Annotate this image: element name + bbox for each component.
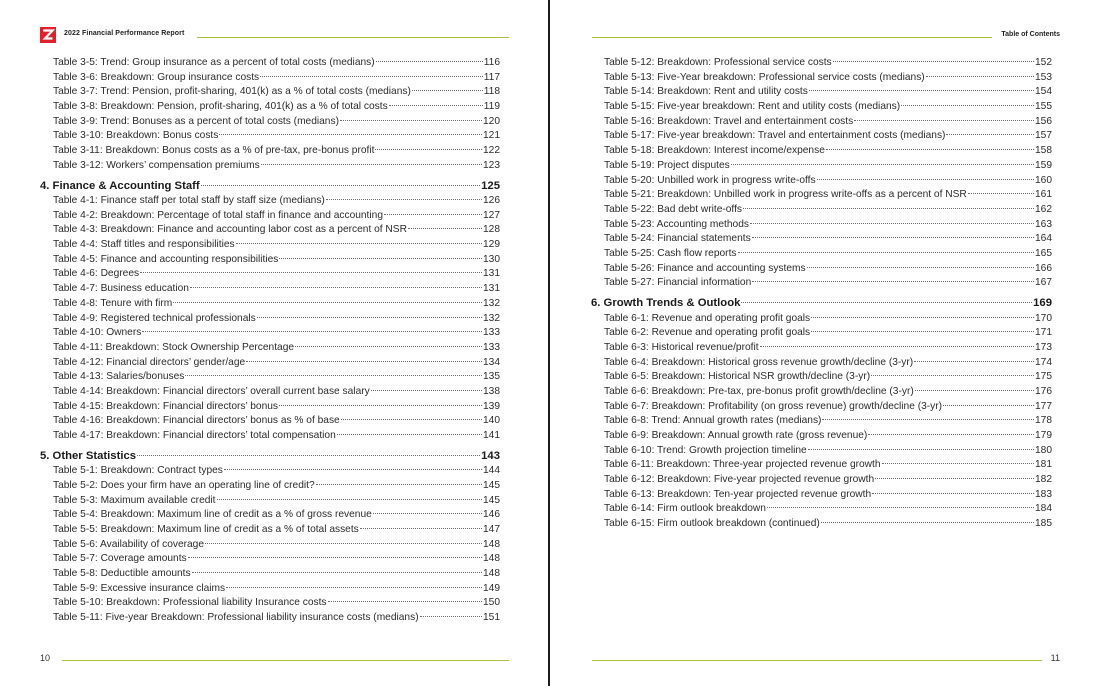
dot-leader [190,287,482,288]
footer-rule [62,660,509,661]
toc-entry[interactable] [40,194,500,209]
toc-entry-title: Table 5-5: Breakdown: Maximum line of credit as a % of total assets [53,523,359,535]
toc-entry-page: 132 [483,297,500,309]
toc-entry-title: Table 5-1: Breakdown: Contract types [53,465,223,477]
toc-entry-page: 146 [483,509,500,521]
toc-entry-page: 145 [483,494,500,506]
toc-entry-title: Table 5-16: Breakdown: Travel and entertainment costs [604,115,854,127]
dot-leader [821,522,1034,523]
toc-entry-title: Table 6-7: Breakdown: Profitability (on gross revenue) growth/decline (3-yr) [604,400,943,412]
toc-entry[interactable] [40,282,500,297]
toc-entry[interactable] [591,71,1052,86]
toc-entry-title: Table 5-23: Accounting methods [604,218,749,230]
toc-entry-page: 134 [483,356,500,368]
dot-leader [750,223,1034,224]
dot-leader [226,587,482,588]
toc-entry-title: Table 5-3: Maximum available credit [53,494,216,506]
toc-entry-title: Table 4-12: Financial directors’ gender/age [53,356,246,368]
toc-entry-page: 121 [483,130,500,142]
toc-entry[interactable] [40,312,500,327]
toc-entry-page: 118 [483,86,500,98]
toc-entry-page: 116 [483,57,500,68]
toc-entry-page: 176 [1035,385,1052,397]
toc-entry-title: Table 4-9: Registered technical professionals [53,312,256,324]
toc-entry-page: 185 [1035,518,1052,530]
toc-entry-page: 127 [483,209,500,221]
dot-leader [946,134,1034,135]
dot-leader [316,484,482,485]
dot-leader [373,513,482,514]
toc-entry-page: 178 [1035,415,1052,427]
toc-entry[interactable] [591,174,1052,189]
toc-entry[interactable] [591,458,1052,473]
dot-leader [875,478,1034,479]
dot-leader [360,528,482,529]
toc-entry-title: Table 5-20: Unbilled work in progress write-offs [604,174,816,186]
toc-entry-page: 171 [1035,327,1052,339]
toc-entry-title: Table 4-2: Breakdown: Percentage of total staff in finance and accounting [53,209,383,221]
toc-entry-title: Table 5-14: Breakdown: Rent and utility costs [604,86,808,98]
toc-entry-page: 158 [1035,145,1052,157]
toc-entry-page: 145 [483,479,500,491]
toc-entry-title: Table 6-8: Trend: Annual growth rates (medians) [604,415,822,427]
dot-leader [337,434,482,435]
toc-entry[interactable] [591,203,1052,218]
dot-leader [260,76,483,77]
toc-entry[interactable] [591,488,1052,503]
toc-entry-page: 164 [1035,233,1052,245]
dot-leader [261,164,482,165]
dot-leader [371,390,482,391]
toc-entry[interactable] [591,188,1052,203]
toc-entry-title: Table 5-9: Excessive insurance claims [53,582,226,594]
dot-leader [760,346,1034,347]
toc-entry-title: Table 5-27: Financial information [604,277,752,289]
toc-entry-title: Table 3-9: Trend: Bonuses as a percent of total costs (medians) [53,115,339,127]
toc-entry-page: 181 [1035,459,1052,471]
toc-entry-page: 153 [1035,71,1052,83]
toc-entry-page: 179 [1035,430,1052,441]
toc-entry[interactable] [591,385,1052,400]
toc-entry-title: Table 3-8: Breakdown: Pension, profit-sharing, 401(k) as a % of total costs [53,101,388,113]
toc-entry-title: Table 6-3: Historical revenue/profit [604,341,759,353]
dot-leader [420,616,482,617]
toc-entry-title: Table 6-1: Revenue and operating profit goals [604,312,811,324]
toc-entry-page: 117 [483,71,500,83]
toc-entry-title: Table 3-12: Workers’ compensation premiums [53,159,260,171]
toc-entry-page: 120 [483,115,500,127]
dot-leader [384,214,482,215]
toc-entry[interactable] [40,429,500,444]
dot-leader [224,469,482,470]
toc-entry-page: 180 [1035,444,1052,456]
toc-entry[interactable] [40,464,500,479]
dot-leader [188,557,482,558]
dot-leader [340,120,482,121]
toc-entry[interactable] [591,247,1052,262]
toc-entry-title: Table 3-7: Trend: Pension, profit-sharing, 401(k) as a % of total costs (medians) [53,86,411,98]
dot-leader [375,149,482,150]
toc-entry-title: Table 3-10: Breakdown: Bonus costs [53,130,219,142]
toc-entry-title: Table 5-22: Bad debt write-offs [604,203,742,215]
toc-entry[interactable] [40,159,500,174]
toc-entry-page: 119 [483,101,500,113]
toc-entry-title: Table 6-14: Firm outlook breakdown [604,503,766,515]
toc-entry-page: 162 [1035,203,1052,215]
toc-entry-title: Table 4-6: Degrees [53,268,140,280]
toc-entry-title: Table 5-12: Breakdown: Professional service costs [604,57,832,68]
toc-entry-page: 128 [483,224,500,236]
dot-leader [140,272,482,273]
toc-entry[interactable] [591,341,1052,356]
toc-entry[interactable] [40,508,500,523]
dot-leader [142,331,482,332]
toc-entry-title: Table 5-25: Cash flow reports [604,247,737,259]
toc-entry-page: 131 [483,283,500,295]
dot-leader [173,302,482,303]
toc-entry-page: 154 [1035,86,1052,98]
dot-leader [767,507,1034,508]
toc-entry-title: Table 5-17: Five-year breakdown: Travel and entertainment costs (medians) [604,130,946,142]
dot-leader [205,543,482,544]
dot-leader [341,419,482,420]
toc-entry[interactable] [40,341,500,356]
toc-entry-title: Table 5-21: Breakdown: Unbilled work in progress write-offs as a percent of NSR [604,189,967,201]
dot-leader [871,375,1034,376]
toc-entry[interactable] [40,596,500,611]
dot-leader [279,258,482,259]
toc-entry-page: 163 [1035,218,1052,230]
toc-entry[interactable] [591,473,1052,488]
toc-entry-title: Table 4-7: Business education [53,283,189,295]
toc-entry-title: Table 4-3: Breakdown: Finance and accounting labor cost as a percent of NSR [53,224,407,236]
toc-entry-page: 149 [483,582,500,594]
toc-entry-page: 138 [483,385,500,397]
dot-leader [408,228,482,229]
dot-leader [389,105,483,106]
toc-entry-title: Table 3-11: Breakdown: Bonus costs as a % of pre-tax, pre-bonus profit [53,145,375,157]
toc-entry[interactable] [591,502,1052,517]
toc-entry[interactable] [591,444,1052,459]
toc-entry-page: 141 [483,430,500,441]
toc-entry-page: 175 [1035,371,1052,383]
toc-entry[interactable] [591,144,1052,159]
toc-entry-page: 148 [483,553,500,565]
toc-entry-page: 160 [1035,174,1052,186]
toc-entry[interactable] [591,326,1052,341]
toc-entry-page: 152 [1035,57,1052,68]
toc-entry-title: Table 3-6: Breakdown: Group insurance costs [53,71,260,83]
toc-entry-title: Table 4-10: Owners [53,327,142,339]
toc-entry-page: 131 [483,268,500,280]
dot-leader [968,193,1034,194]
dot-leader [915,390,1034,391]
toc-entry-page: 169 [1033,297,1052,309]
toc-entry[interactable] [40,253,500,268]
dot-leader [826,149,1034,150]
toc-entry[interactable] [40,479,500,494]
toc-entry[interactable] [40,414,500,429]
toc-entry-page: 174 [1035,356,1052,368]
toc-entry[interactable] [40,494,500,509]
toc-entry-title: Table 4-13: Salaries/bonuses [53,371,185,383]
toc-entry-page: 155 [1035,101,1052,113]
toc-section-heading[interactable] [40,449,500,465]
dot-leader [817,179,1034,180]
toc-entry-page: 159 [1035,159,1052,171]
toc-entry-page: 122 [483,145,500,157]
toc-entry-title: 6. Growth Trends & Outlook [591,297,741,309]
toc-entry[interactable] [40,115,500,130]
dot-leader [738,252,1034,253]
toc-entry[interactable] [40,385,500,400]
toc-entry-title: 4. Finance & Accounting Staff [40,179,200,192]
toc-entry[interactable] [591,262,1052,277]
footer-rule [592,660,1042,661]
toc-entry-title: Table 4-5: Finance and accounting responsibilities [53,253,279,265]
toc-entry[interactable] [40,538,500,553]
toc-entry-page: 147 [483,523,500,535]
toc-entry-page: 123 [483,159,500,171]
toc-entry-title: Table 6-11: Breakdown: Three-year projected revenue growth [604,459,881,471]
toc-entry-title: Table 6-12: Breakdown: Five-year projected revenue growth [604,474,875,486]
table-of-contents-right [591,56,1052,532]
toc-entry[interactable] [40,582,500,597]
dot-leader [279,405,482,406]
toc-entry[interactable] [40,238,500,253]
toc-entry-title: Table 4-1: Finance staff per total staff by staff size (medians) [53,195,325,206]
toc-entry[interactable] [40,223,500,238]
toc-entry-title: Table 6-13: Breakdown: Ten-year projected revenue growth [604,488,872,500]
toc-entry[interactable] [40,56,500,71]
dot-leader [236,243,482,244]
toc-entry[interactable] [40,523,500,538]
toc-entry-title: Table 4-16: Breakdown: Financial directors’ bonus as % of base [53,415,340,427]
dot-leader [217,499,482,500]
toc-entry-title: Table 6-5: Breakdown: Historical NSR growth/decline (3-yr) [604,371,871,383]
dot-leader [752,281,1034,282]
toc-entry-page: 184 [1035,503,1052,515]
table-of-contents-left [40,56,500,626]
toc-entry[interactable] [40,297,500,312]
toc-entry[interactable] [40,611,500,626]
toc-entry-title: Table 4-17: Breakdown: Financial directors’ total compensation [53,430,336,441]
toc-entry-page: 157 [1035,130,1052,142]
dot-leader [328,601,482,602]
toc-entry-page: 144 [483,465,500,477]
toc-entry-page: 125 [481,179,500,192]
dot-leader [246,361,482,362]
dot-leader [868,434,1034,435]
toc-entry-title: Table 4-8: Tenure with firm [53,297,173,309]
toc-entry-page: 170 [1035,312,1052,324]
dot-leader [914,361,1034,362]
dot-leader [752,237,1034,238]
toc-entry[interactable] [40,267,500,282]
toc-entry[interactable] [591,232,1052,247]
toc-entry[interactable] [40,209,500,224]
toc-entry-page: 156 [1035,115,1052,127]
toc-entry-title: Table 6-10: Trend: Growth projection timeline [604,444,807,456]
toc-entry[interactable] [40,400,500,415]
dot-leader [219,134,482,135]
toc-entry[interactable] [591,159,1052,174]
toc-entry-title: Table 6-15: Firm outlook breakdown (continued) [604,518,820,530]
toc-entry[interactable] [591,129,1052,144]
toc-entry[interactable] [591,115,1052,130]
header-rule [592,37,992,38]
toc-entry-title: Table 5-6: Availability of coverage [53,538,205,550]
toc-entry[interactable] [40,326,500,341]
dot-leader [731,164,1034,165]
toc-entry-title: Table 5-26: Finance and accounting systems [604,262,806,274]
toc-entry-page: 130 [483,253,500,265]
toc-entry[interactable] [591,370,1052,385]
toc-entry-page: 150 [483,597,500,609]
dot-leader [811,331,1034,332]
toc-entry-title: 5. Other Statistics [40,449,137,462]
toc-entry-title: Table 5-13: Five-Year breakdown: Professional service costs (medians) [604,71,925,83]
toc-entry-title: Table 6-9: Breakdown: Annual growth rate (gross revenue) [604,430,868,441]
toc-entry-page: 143 [481,449,500,462]
toc-entry-title: Table 5-19: Project disputes [604,159,730,171]
toc-entry-page: 165 [1035,247,1052,259]
dot-leader [741,302,1032,303]
left-page [0,0,548,686]
toc-entry-title: Table 5-11: Five-year Breakdown: Professional liability insurance costs (medians) [53,612,419,624]
toc-entry[interactable] [591,312,1052,327]
dot-leader [201,185,481,186]
toc-entry-title: Table 6-2: Revenue and operating profit goals [604,327,811,339]
toc-entry-page: 166 [1035,262,1052,274]
section-name: Table of Contents [1001,31,1060,38]
toc-entry-title: Table 5-24: Financial statements [604,233,751,245]
toc-entry[interactable] [40,100,500,115]
toc-entry-title: Table 5-4: Breakdown: Maximum line of credit as a % of gross revenue [53,509,372,521]
toc-entry-page: 132 [483,312,500,324]
toc-entry[interactable] [591,56,1052,71]
toc-entry-title: Table 5-7: Coverage amounts [53,553,187,565]
dot-leader [943,405,1034,406]
toc-entry-page: 177 [1035,400,1052,412]
toc-entry[interactable] [40,356,500,371]
toc-entry-title: Table 4-15: Breakdown: Financial directors’ bonus [53,400,278,412]
toc-entry[interactable] [591,218,1052,233]
toc-entry[interactable] [40,552,500,567]
toc-entry-title: Table 4-14: Breakdown: Financial directors’ overall current base salary [53,385,370,397]
toc-entry-title: Table 3-5: Trend: Group insurance as a percent of total costs (medians) [53,57,375,68]
page-number: 10 [40,653,51,663]
toc-section-heading[interactable] [591,296,1052,312]
toc-entry[interactable] [40,370,500,385]
toc-entry[interactable] [40,71,500,86]
dot-leader [743,208,1034,209]
toc-entry[interactable] [40,144,500,159]
toc-entry-page: 129 [483,239,500,251]
toc-entry-page: 139 [483,400,500,412]
dot-leader [854,120,1034,121]
dot-leader [412,90,483,91]
page-number: 11 [1050,653,1060,663]
toc-entry[interactable] [40,567,500,582]
dot-leader [185,375,482,376]
dot-leader [872,493,1034,494]
toc-entry-page: 135 [483,371,500,383]
toc-entry[interactable] [591,356,1052,371]
dot-leader [295,346,482,347]
dot-leader [901,105,1034,106]
toc-entry-page: 167 [1035,277,1052,289]
dot-leader [192,572,482,573]
toc-entry-title: Table 5-18: Breakdown: Interest income/expense [604,145,825,157]
toc-entry-title: Table 6-4: Breakdown: Historical gross revenue growth/decline (3-yr) [604,356,914,368]
dot-leader [807,267,1034,268]
dot-leader [833,61,1034,62]
toc-entry-page: 161 [1035,189,1052,201]
toc-entry-title: Table 4-4: Staff titles and responsibilities [53,239,235,251]
toc-entry-page: 183 [1035,488,1052,500]
toc-entry[interactable] [591,85,1052,100]
toc-entry-title: Table 4-11: Breakdown: Stock Ownership Percentage [53,341,295,353]
toc-entry-page: 148 [483,568,500,579]
toc-entry-page: 133 [483,327,500,339]
dot-leader [926,76,1034,77]
toc-entry[interactable] [591,100,1052,115]
toc-entry-page: 182 [1035,474,1052,486]
toc-entry-title: Table 5-15: Five-year breakdown: Rent and utility costs (medians) [604,101,901,113]
dot-leader [811,317,1034,318]
toc-entry[interactable] [591,429,1052,444]
dot-leader [822,419,1034,420]
toc-entry-title: Table 5-2: Does your firm have an operating line of credit? [53,479,315,491]
toc-entry-page: 148 [483,538,500,550]
toc-entry-page: 133 [483,341,500,353]
toc-entry-page: 151 [483,612,500,624]
red-square-logo-icon [40,27,56,43]
toc-entry-page: 126 [483,195,500,206]
toc-entry[interactable] [40,129,500,144]
toc-entry-title: Table 6-6: Breakdown: Pre-tax, pre-bonus profit growth/decline (3-yr) [604,385,914,397]
dot-leader [808,449,1034,450]
toc-entry-page: 173 [1035,341,1052,353]
dot-leader [376,61,483,62]
dot-leader [326,199,482,200]
toc-entry[interactable] [591,517,1052,532]
toc-section-heading[interactable] [40,179,500,195]
toc-entry[interactable] [591,276,1052,291]
page-gutter-divider [548,0,550,686]
dot-leader [137,455,480,456]
right-page [551,0,1100,686]
dot-leader [809,90,1034,91]
toc-entry-page: 140 [483,415,500,427]
toc-entry[interactable] [591,400,1052,415]
toc-entry[interactable] [591,414,1052,429]
toc-entry-title: Table 5-10: Breakdown: Professional liability Insurance costs [53,597,327,609]
header-rule [197,37,509,38]
dot-leader [882,463,1034,464]
toc-entry-title: Table 5-8: Deductible amounts [53,568,191,579]
dot-leader [257,317,482,318]
report-title: 2022 Financial Performance Report [64,30,185,37]
toc-entry[interactable] [40,85,500,100]
